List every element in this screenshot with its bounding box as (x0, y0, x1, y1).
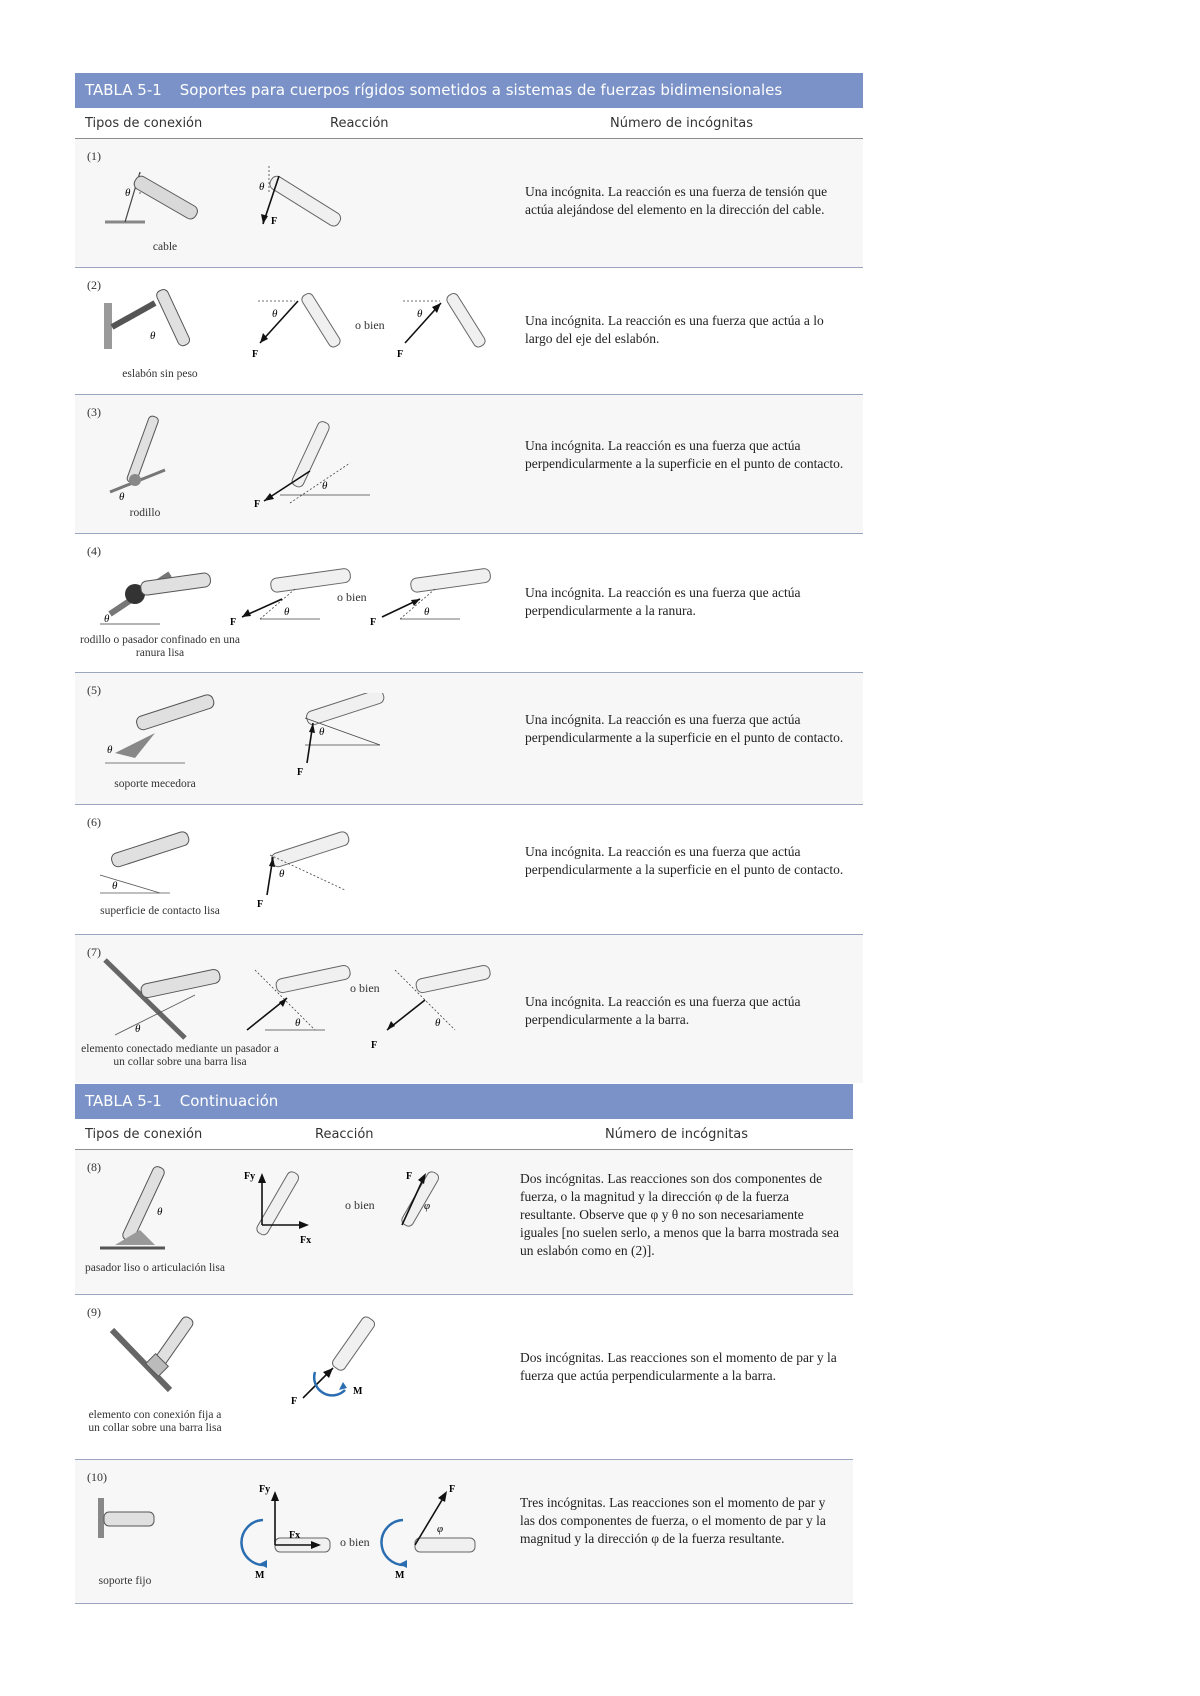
theta-label: θ (125, 187, 131, 199)
theta-label: θ (424, 606, 430, 618)
cable-reaction-figure (255, 164, 405, 244)
link-reaction-figure-2 (395, 293, 505, 368)
pinned-collar-reaction-figure-1 (225, 960, 355, 1040)
fixed-collar-support-figure (100, 1310, 220, 1400)
pinned-collar-support-figure (95, 950, 235, 1045)
row-number: (3) (87, 405, 101, 419)
theta-label: θ (295, 1017, 301, 1029)
col-header-unknowns: Número de incógnitas (605, 1127, 749, 1142)
cable-support-figure (95, 154, 215, 234)
table-row (75, 139, 863, 268)
fx-label: Fx (289, 1530, 301, 1541)
col-header-unknowns: Número de incógnitas (610, 116, 754, 131)
force-label: F (406, 1171, 413, 1182)
pin-support-figure (95, 1160, 215, 1255)
pin-reaction-figure-2 (380, 1165, 470, 1245)
col-header-type: Tipos de conexión (85, 1127, 203, 1142)
smooth-surface-reaction-figure (245, 825, 385, 910)
smooth-surface-support-figure (90, 825, 220, 900)
force-label: F (370, 617, 377, 628)
table-row (75, 534, 863, 673)
row-number: (7) (87, 945, 101, 959)
theta-label: θ (150, 330, 156, 342)
moment-label: M (255, 1570, 265, 1580)
table-5-1 (75, 73, 863, 1083)
theta-label: θ (417, 308, 423, 320)
row-description: Una incógnita. La reacción es una fuerza que actúa perpendicularmente a la superficie en el punto de contacto. (525, 712, 844, 745)
fx-label: Fx (300, 1235, 312, 1246)
force-label: F (297, 767, 304, 778)
row-number: (1) (87, 149, 101, 163)
theta-label: θ (284, 606, 290, 618)
row-description: Una incógnita. La reacción es una fuerza que actúa a lo largo del eje del eslabón. (525, 313, 824, 346)
force-label: F (371, 1040, 378, 1051)
link-support-figure (100, 283, 220, 363)
row-description: Una incógnita. La reacción es una fuerza que actúa perpendicularmente a la superficie en el punto de contacto. (525, 844, 844, 877)
table-number: TABLA 5-1 (85, 1092, 162, 1110)
theta-label: θ (279, 868, 285, 880)
fy-label: Fy (244, 1171, 256, 1182)
table-header (75, 108, 863, 139)
force-label: F (291, 1396, 298, 1407)
col-header-type: Tipos de conexión (85, 116, 203, 131)
force-label: F (254, 499, 261, 510)
row-description: Tres incógnitas. Las reacciones son el momento de par y las dos componentes de fuerza, o el momento de par y la magnitud y la dirección φ de la fuerza resultante. (520, 1495, 826, 1546)
row-number: (4) (87, 544, 101, 558)
theta-label: θ (435, 1017, 441, 1029)
theta-label: θ (119, 491, 125, 503)
row-caption: rodillo (129, 507, 161, 519)
table-row (75, 935, 863, 1083)
or-label: o bien (337, 590, 367, 604)
rocker-reaction-figure (275, 693, 415, 778)
table-row (75, 395, 863, 534)
col-header-reaction: Reacción (330, 116, 389, 131)
phi-label: φ (437, 1523, 444, 1535)
row-description: Dos incógnitas. Las reacciones son dos componentes de fuerza, o la magnitud y la dirección φ de la fuerza resultante. Observe que φ y θ no son necesariamente iguales [no suelen serlo, a menos que la barra mostrada sea un eslabón como en (2)]. (520, 1171, 840, 1258)
fy-label: Fy (259, 1484, 271, 1495)
force-label: F (271, 216, 278, 227)
force-label: F (257, 899, 264, 910)
row-number: (6) (87, 815, 101, 829)
moment-label: M (395, 1570, 405, 1580)
pinned-collar-reaction-figure-2 (365, 960, 505, 1055)
table-title-bar (75, 73, 863, 108)
table-row (75, 268, 863, 395)
theta-label: θ (157, 1206, 163, 1218)
roller-reaction-figure (250, 415, 380, 510)
slot-reaction-figure-2 (360, 559, 500, 629)
row-description: Una incógnita. La reacción es una fuerza que actúa perpendicularmente a la ranura. (525, 585, 801, 618)
table-header (75, 1119, 853, 1150)
row-caption: soporte mecedora (114, 778, 196, 790)
table-row (75, 805, 863, 935)
table-row (75, 1150, 853, 1295)
row-description: Una incógnita. La reacción es una fuerza que actúa perpendicularmente a la superficie en el punto de contacto. (525, 438, 844, 471)
roller-support-figure (105, 410, 205, 505)
fixed-collar-reaction-figure (285, 1310, 405, 1410)
or-label: o bien (350, 981, 380, 995)
fixed-reaction-figure-1 (235, 1480, 355, 1580)
table-row (75, 673, 863, 805)
force-label: F (397, 349, 404, 360)
phi-label: φ (424, 1200, 431, 1212)
row-number: (8) (87, 1160, 101, 1174)
pin-reaction-figure-1 (240, 1165, 330, 1255)
row-caption: rodillo o pasador confinado en una ranura lisa (80, 634, 240, 659)
link-reaction-figure-1 (250, 293, 360, 368)
row-caption: soporte fijo (98, 1575, 152, 1587)
col-header-reaction: Reacción (315, 1127, 374, 1142)
row-description: Una incógnita. La reacción es una fuerza de tensión que actúa alejándose del elemento en la dirección del cable. (525, 184, 828, 217)
or-label: o bien (355, 318, 385, 332)
fixed-reaction-figure-2 (375, 1480, 495, 1580)
theta-label: θ (104, 613, 110, 625)
row-number: (10) (87, 1470, 107, 1484)
slot-support-figure (90, 554, 220, 634)
table-5-1-continued (75, 1084, 853, 1604)
or-label: o bien (345, 1198, 375, 1212)
table-title: Soportes para cuerpos rígidos sometidos a sistemas de fuerzas bidimensionales (179, 81, 783, 99)
row-caption: elemento con conexión fija a un collar sobre una barra lisa (88, 1409, 222, 1434)
row-caption: cable (152, 241, 178, 253)
theta-label: θ (135, 1023, 141, 1035)
theta-label: θ (319, 726, 325, 738)
table-title: Continuación (179, 1092, 279, 1110)
theta-label: θ (107, 744, 113, 756)
table-title-bar (75, 1084, 853, 1119)
row-description: Una incógnita. La reacción es una fuerza que actúa perpendicularmente a la barra. (525, 994, 801, 1027)
row-caption: elemento conectado mediante un pasador a un collar sobre una barra lisa (81, 1043, 279, 1068)
table-row (75, 1295, 853, 1460)
theta-label: θ (322, 480, 328, 492)
table-number: TABLA 5-1 (85, 81, 162, 99)
row-number: (9) (87, 1305, 101, 1319)
theta-label: θ (272, 308, 278, 320)
table-row (75, 1460, 853, 1604)
row-caption: pasador liso o articulación lisa (85, 1262, 225, 1274)
row-number: (5) (87, 683, 101, 697)
rocker-support-figure (95, 688, 215, 773)
moment-label: M (353, 1386, 363, 1397)
theta-label: θ (112, 880, 118, 892)
row-number: (2) (87, 278, 101, 292)
theta-label: θ (259, 181, 265, 193)
fixed-support-figure (90, 1490, 170, 1550)
or-label: o bien (340, 1535, 370, 1549)
row-caption: superficie de contacto lisa (100, 905, 220, 917)
force-label: F (230, 617, 237, 628)
row-description: Dos incógnitas. Las reacciones son el momento de par y la fuerza que actúa perpendicularmente a la barra. (520, 1350, 837, 1383)
row-caption: eslabón sin peso (122, 368, 198, 380)
force-label: F (252, 349, 259, 360)
force-label: F (449, 1484, 456, 1495)
